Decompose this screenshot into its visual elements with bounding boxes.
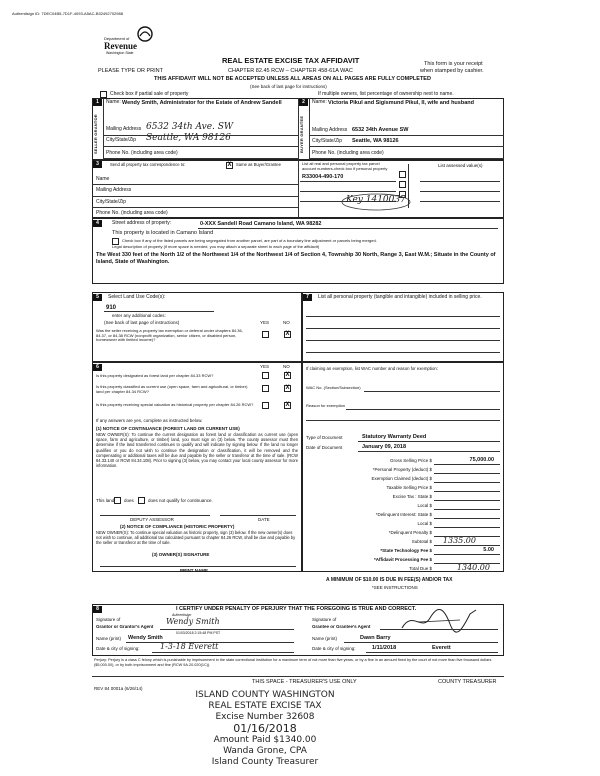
buyer-phone-label: Phone No. (including area code): [312, 150, 384, 156]
tax-row-value: 75,000.00: [469, 457, 494, 463]
section-3-number: 3: [93, 161, 102, 168]
document-type-value: Statutory Warranty Deed: [362, 434, 427, 440]
buyer-city-value: Seattle, WA 98126: [352, 138, 399, 144]
receipt-note-1: This form is your receipt: [424, 61, 483, 67]
form-chapter: CHAPTER 82.45 RCW – CHAPTER 458-61A WAC: [228, 68, 353, 74]
street-address-value: 0-XXX Sandell Road Camano Island, WA 98282: [200, 221, 322, 227]
tax-row-label: *Affidavit Processing Fee $: [373, 557, 432, 562]
seller-city-value[interactable]: Seattle, WA 98126: [146, 133, 231, 143]
tax-row-label: Local $: [417, 521, 432, 526]
legal-description-label: Legal description of property (if more space is needed, you may attach a separate sheet to each page of the affidavit): [112, 244, 320, 249]
treasurer-stamp: [150, 690, 380, 768]
section-8-number: 8: [93, 606, 102, 613]
notice-continuance-body: NEW OWNER(S): To continue the current designation as forest land or classification as current use (open space, farm and agriculture, or timber) land, you must sign on (3) below. The county assessor must then determine if the land transferred continues to qualify and will indicate by signing below. If the land no longer qualifies or you do not wish to continue the designation or classification, it will be removed and the compensating or additional taxes will be due and payable by the seller or transferor at the time of sale. (RCW 84.33.140 or RCW 84.34.108). Prior to signing (3) below, you may contact your local county assessor for more information.: [96, 432, 298, 469]
tax-row-label: Total Due $: [409, 566, 432, 571]
seller-phone-label: Phone No. (including area code): [106, 150, 178, 156]
list-personal-property: List all personal property (tangible and intangible) included in selling price.: [318, 294, 482, 300]
does-qualify-checkbox[interactable]: [114, 497, 121, 504]
authentisign-label: Authentisign: [172, 613, 192, 617]
form-title: REAL ESTATE EXCISE TAX AFFIDAVIT: [222, 56, 360, 65]
partial-sale-label: Check box if partial sale of property: [110, 91, 189, 97]
land-use-box: [92, 292, 302, 362]
see-instructions-note: *SEE INSTRUCTIONS: [372, 585, 418, 590]
tax-row-label: Subtotal $: [411, 539, 432, 544]
dor-logo-icon: [136, 26, 154, 42]
stamp-date: 01/16/2018: [233, 722, 297, 735]
buyer-mailing-label: Mailing Address: [312, 127, 348, 133]
certify-statement: I CERTIFY UNDER PENALTY OF PERJURY THAT THE FOREGOING IS TRUE AND CORRECT.: [176, 606, 417, 612]
document-date-value: January 09, 2018: [362, 444, 407, 450]
section-7-number: 7: [303, 294, 312, 301]
notice-compliance-title: (2) NOTICE OF COMPLIANCE (HISTORIC PROPERTY): [120, 524, 235, 529]
grantee-agent-label: Grantee or Grantee's Agent: [312, 624, 371, 629]
seller-city-label: City/State/Zip: [106, 137, 137, 143]
land-use-value: 910: [106, 305, 117, 311]
current-use-yes-checkbox[interactable]: [262, 385, 269, 392]
historic-question: Is this property receiving special valuation as historical property per chapter 84.26 RCW?: [96, 402, 254, 407]
owner-signature-label: (3) OWNER(S) SIGNATURE: [152, 552, 210, 557]
multiple-owners-note: If multiple owners, list percentage of ownership next to name.: [318, 91, 454, 97]
grantor-sig-timestamp: 01/03/2018 2:15:48 PM PST: [176, 631, 221, 635]
legal-description-value: The West 330 feet of the North 1/2 of the Northwest 1/4 of the Northwest 1/4 of Section 4, Township 30 North, Range 3, East W.M.; Situate in the County of Island, State of Washington.: [96, 252, 496, 265]
agency-line1: Department of: [104, 36, 130, 41]
minimum-due-note: A MINIMUM OF $10.00 IS DUE IN FEE(S) AND/OR TAX: [326, 577, 453, 583]
current-use-question: Is this property classified as current use (open space, farm and agricultural, or timber) land per chapter 84.34 RCW?: [96, 384, 248, 394]
grantor-agent-label: Grantor or Grantor's Agent: [96, 624, 154, 629]
grantor-signature[interactable]: Wendy Smith: [166, 617, 220, 626]
grantor-name-print-value: Wendy Smith: [128, 635, 163, 641]
seller-name-value: Wendy Smith, Administrator for the Estate of Andrew Sandell: [122, 100, 282, 106]
does-not-label: does not qualify for continuance.: [148, 498, 213, 503]
segregated-label: Check box if any of the listed parcels are being segregated from another parcel, are part of a boundary line adjustment or parcels being merged.: [122, 238, 377, 243]
forest-land-question: Is this property designated as forest land per chapter 84.33 RCW?: [96, 373, 214, 378]
correspondence-mailing-label: Mailing Address: [96, 187, 132, 193]
perjury-notice: Perjury: Perjury is a class C felony which is punishable by imprisonment in the state correctional institution for a maximum term of not more than five years, or by a fine in an amount fixed by the court of not more than five thousand dollars ($5,000.00), or by both imprisonment and fine (RCW 9A.20.020(1C)).: [94, 658, 492, 667]
key-note-circle-icon: [340, 193, 412, 211]
grantee-signature-label: Signature of: [312, 617, 337, 622]
same-as-buyer-label: Same as Buyer/Grantee: [236, 162, 281, 167]
grantor-date-city-label: Date & city of signing:: [96, 646, 140, 651]
stamp-treasurer-title: Island County Treasurer: [211, 757, 319, 767]
tax-row-value: 5.00: [483, 547, 494, 553]
does-label: does: [124, 498, 134, 503]
print-name-label: PRINT NAME: [180, 568, 208, 573]
notice-compliance-body: NEW OWNER(S): To continue special valuation as historic property, sign (3) below. If the new owner(s) does not wish to continue, all additional tax calculated pursuant to chapter 84.26 RCW, shall be due and payable by the seller or transferor at the time of sale.: [96, 530, 296, 546]
deputy-assessor-label: DEPUTY ASSESSOR: [130, 517, 174, 522]
exemption-question: Was the seller receiving a property tax exemption or deferral under chapters 84.36, 84.37, or 84.38 RCW (nonprofit organization, senior citizen, or disabled person, homeowner with limited income)?: [96, 328, 243, 343]
stamp-tax-type: REAL ESTATE EXCISE TAX: [208, 701, 322, 711]
buyer-mailing-value: 6532 34th Avenue SW: [352, 127, 409, 133]
treasurer-space-label: THIS SPACE - TREASURER'S USE ONLY: [252, 679, 357, 685]
grantor-signature-label: Signature of: [96, 617, 121, 622]
grantee-name-print-label: Name (print): [312, 636, 338, 641]
designation-yes-header: YES: [260, 364, 270, 369]
grantee-date-city-label: Date & city of signing:: [312, 646, 356, 651]
section-6-number: 6: [93, 364, 102, 371]
buyer-name-label: Name:: [312, 99, 327, 105]
stamp-county: ISLAND COUNTY WASHINGTON: [195, 690, 335, 700]
see-back: (See back of last page for instructions): [250, 84, 327, 89]
tax-row-label: Excise Tax : State $: [392, 494, 432, 499]
grantee-city-value: Everett: [432, 645, 451, 651]
form-warning: THIS AFFIDAVIT WILL NOT BE ACCEPTED UNLESS ALL AREAS ON ALL PAGES ARE FULLY COMPLETED: [154, 76, 431, 82]
if-yes-instruction: If any answers are yes, complete as instructed below.: [96, 418, 203, 423]
correspondence-phone-label: Phone No. (including area code): [96, 210, 168, 216]
section-2-number: 2: [299, 99, 308, 106]
tax-row-label: Exemption Claimed (deduct) $: [371, 476, 432, 481]
list-parcels-label-1: List all real and personal property tax parcel: [302, 161, 380, 166]
personal-property-checkbox-1[interactable]: [399, 171, 406, 178]
property-located: This property is located in Camano Island: [112, 230, 214, 236]
section-4-number: 4: [93, 220, 102, 227]
buyer-grantee-label: BUYER GRANTEE: [299, 115, 304, 153]
additional-codes-label: enter any additional codes:: [112, 313, 166, 318]
stamp-excise-number: Excise Number 32608: [215, 712, 315, 722]
personal-property-checkbox-2[interactable]: [399, 181, 406, 188]
grantor-date-city-value: 1-3-18 Everett: [160, 642, 219, 651]
tax-row-label: *Delinquent Interest: State $: [375, 512, 432, 517]
claiming-exemption-label: If claiming an exemption, list WAC number and reason for exemption:: [306, 366, 438, 371]
stamp-amount-paid: Amount Paid $1340.00: [213, 735, 317, 745]
assessed-values-label: List assessed value(s): [438, 163, 483, 168]
buyer-name-value: Victoria Pikul and Sigismund Pikul, II, wife and husband: [328, 100, 474, 106]
section-5-number: 5: [93, 294, 102, 301]
correspondence-city-label: City/State/Zip: [96, 199, 127, 205]
section-1-number: 1: [93, 99, 102, 106]
forest-no-checkbox[interactable]: X: [285, 372, 290, 378]
grantee-name-print-value: Dawn Barry: [360, 635, 391, 641]
agency-line2: Revenue: [104, 41, 137, 51]
tax-row-label: Gross Selling Price $: [389, 458, 432, 463]
seller-mailing-label: Mailing Address: [106, 126, 142, 132]
document-type-label: Type of Document: [306, 435, 343, 440]
dor-logo: [104, 26, 160, 60]
key-note: Key 1410037: [346, 195, 406, 205]
county-treasurer-label: COUNTY TREASURER: [438, 679, 497, 685]
land-use-no-header: NO: [283, 320, 290, 325]
partial-sale-checkbox[interactable]: [100, 91, 107, 98]
same-as-buyer-checkbox[interactable]: X: [227, 162, 232, 168]
does-not-qualify-checkbox[interactable]: [138, 497, 145, 504]
land-use-see-back: (See back of last page of instructions): [104, 320, 180, 325]
forest-yes-checkbox[interactable]: [262, 372, 269, 379]
grantee-date-value: 1/11/2018: [372, 645, 397, 651]
correspondence-name-label: Name: [96, 176, 110, 182]
land-use-yes-header: YES: [260, 320, 270, 325]
historic-no-checkbox[interactable]: X: [285, 402, 290, 408]
notice-continuance-title: (1) NOTICE OF CONTINUANCE (FOREST LAND OR CURRENT USE): [96, 426, 240, 431]
tax-row-label: *Delinquent Penalty $: [388, 530, 432, 535]
form-revision: REV 84 0001a (6/26/14): [94, 686, 143, 691]
this-land-label: This land: [96, 498, 115, 503]
designation-no-header: NO: [283, 364, 290, 369]
tax-row-label: Taxable Selling Price $: [386, 485, 432, 490]
historic-yes-checkbox[interactable]: [262, 402, 269, 409]
exemption-yes-checkbox[interactable]: [262, 331, 269, 338]
seller-name-label: Name:: [106, 99, 121, 105]
parcel-number: R33004-490-170: [302, 174, 344, 180]
grantor-name-print-label: Name (print): [96, 636, 122, 641]
stamp-treasurer-name: Wanda Grone, CPA: [223, 746, 307, 756]
street-address-label: Street address of property:: [112, 220, 172, 226]
tax-row-label: *Personal Property (deduct) $: [372, 467, 432, 472]
deputy-date-label: DATE: [258, 517, 270, 522]
auth-id: Authentisign ID: 7DEC04B5-7D1F-4093-A5AC-B32492702988: [12, 11, 123, 16]
tax-row-value: 1340.00: [456, 563, 490, 572]
seller-mailing-value[interactable]: 6532 34th Ave. SW: [146, 122, 234, 132]
tax-row-label: *State Technology Fee $: [380, 548, 432, 553]
buyer-city-label: City/State/Zip: [312, 138, 343, 144]
list-parcels-label-2: account numbers-check box if personal property: [302, 166, 388, 171]
seller-grantor-label: SELLER GRANTOR: [93, 114, 98, 154]
receipt-note-2: when stamped by cashier.: [420, 68, 484, 74]
land-use-label: Select Land Use Code(s):: [108, 294, 166, 300]
reason-label: Reason for exemption: [306, 403, 346, 408]
current-use-no-checkbox[interactable]: X: [285, 385, 290, 391]
wac-number-label: WAC No. (Section/Subsection): [306, 385, 361, 390]
agency-line3: Washington State: [106, 51, 134, 55]
document-date-label: Date of Document: [306, 445, 343, 450]
tax-row-label: Local $: [417, 503, 432, 508]
tax-row-value: 1335.00: [442, 536, 476, 545]
exemption-no-checkbox[interactable]: X: [285, 331, 290, 337]
send-correspondence-label: Send all property tax correspondence to:: [110, 162, 186, 167]
type-or-print: PLEASE TYPE OR PRINT: [98, 68, 164, 74]
